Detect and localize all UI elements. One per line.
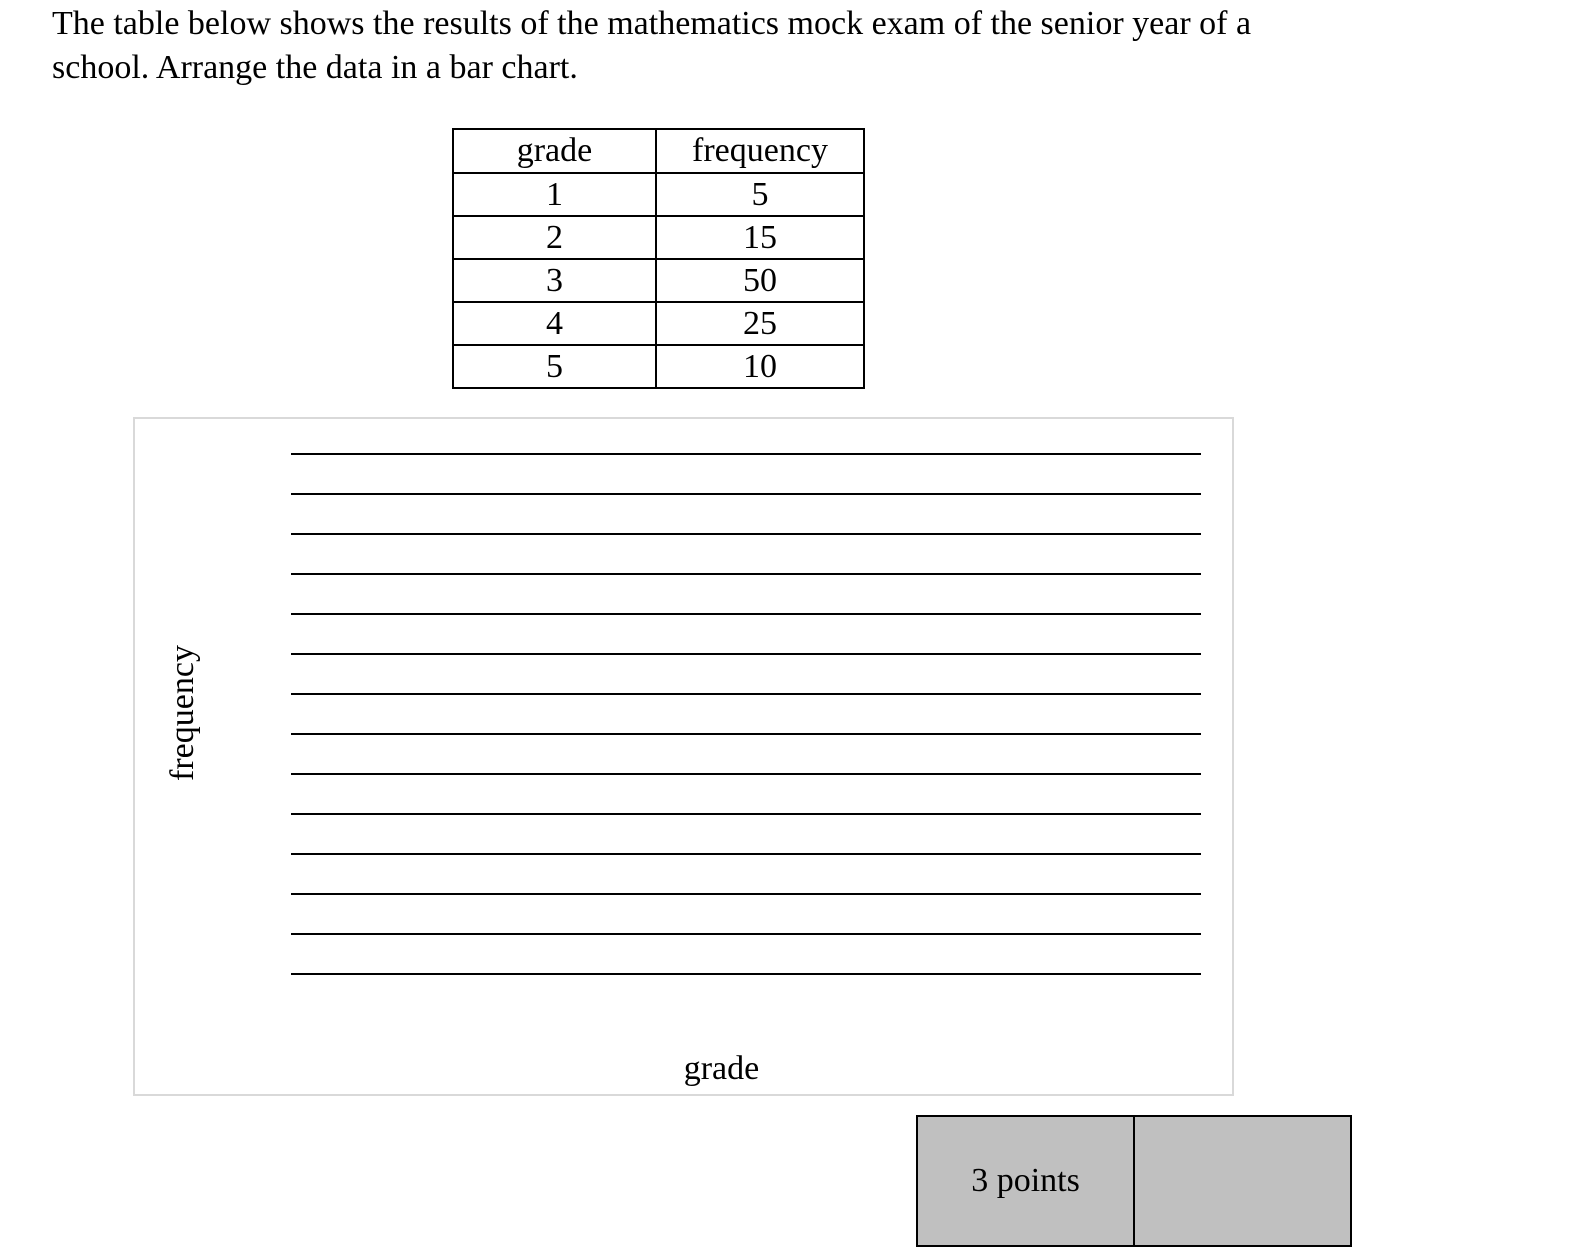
grade-cell: 2 [453, 216, 656, 259]
ruled-line [291, 813, 1201, 815]
frequency-cell: 5 [656, 173, 864, 216]
header-grade: grade [453, 129, 656, 173]
table-row [453, 302, 864, 345]
question-line-2: school. Arrange the data in a bar chart. [52, 49, 578, 86]
ruled-line [291, 573, 1201, 575]
grade-cell: 3 [453, 259, 656, 302]
ruled-line [291, 893, 1201, 895]
ruled-line [291, 773, 1201, 775]
question-line-1: The table below shows the results of the mathematics mock exam of the senior year of a [52, 5, 1252, 42]
ruled-line [291, 453, 1201, 455]
table-row [453, 259, 864, 302]
frequency-cell: 15 [656, 216, 864, 259]
score-box [916, 1115, 1352, 1247]
ruled-line [291, 973, 1201, 975]
table-row [453, 345, 864, 388]
bar-chart-answer-area[interactable] [133, 417, 1234, 1096]
grade-cell: 4 [453, 302, 656, 345]
score-entry-cell[interactable] [1134, 1116, 1351, 1246]
y-axis-label-text: frequency [164, 645, 201, 781]
table-row [453, 216, 864, 259]
ruled-line [291, 493, 1201, 495]
frequency-table [452, 128, 865, 389]
ruled-line [291, 733, 1201, 735]
table-row [453, 173, 864, 216]
ruled-line [291, 533, 1201, 535]
x-axis-label [135, 1049, 1232, 1089]
grade-cell: 5 [453, 345, 656, 388]
ruled-line [291, 653, 1201, 655]
ruled-line [291, 613, 1201, 615]
table-header-row [453, 129, 864, 173]
grade-cell: 1 [453, 173, 656, 216]
ruled-line [291, 693, 1201, 695]
x-axis-label-text: grade [683, 1050, 760, 1087]
ruled-line [291, 933, 1201, 935]
header-frequency: frequency [656, 129, 864, 173]
question-text [52, 2, 1432, 90]
frequency-cell: 25 [656, 302, 864, 345]
score-row [917, 1116, 1351, 1246]
frequency-cell: 50 [656, 259, 864, 302]
frequency-cell: 10 [656, 345, 864, 388]
ruled-line [291, 853, 1201, 855]
points-label: 3 points [917, 1116, 1134, 1246]
